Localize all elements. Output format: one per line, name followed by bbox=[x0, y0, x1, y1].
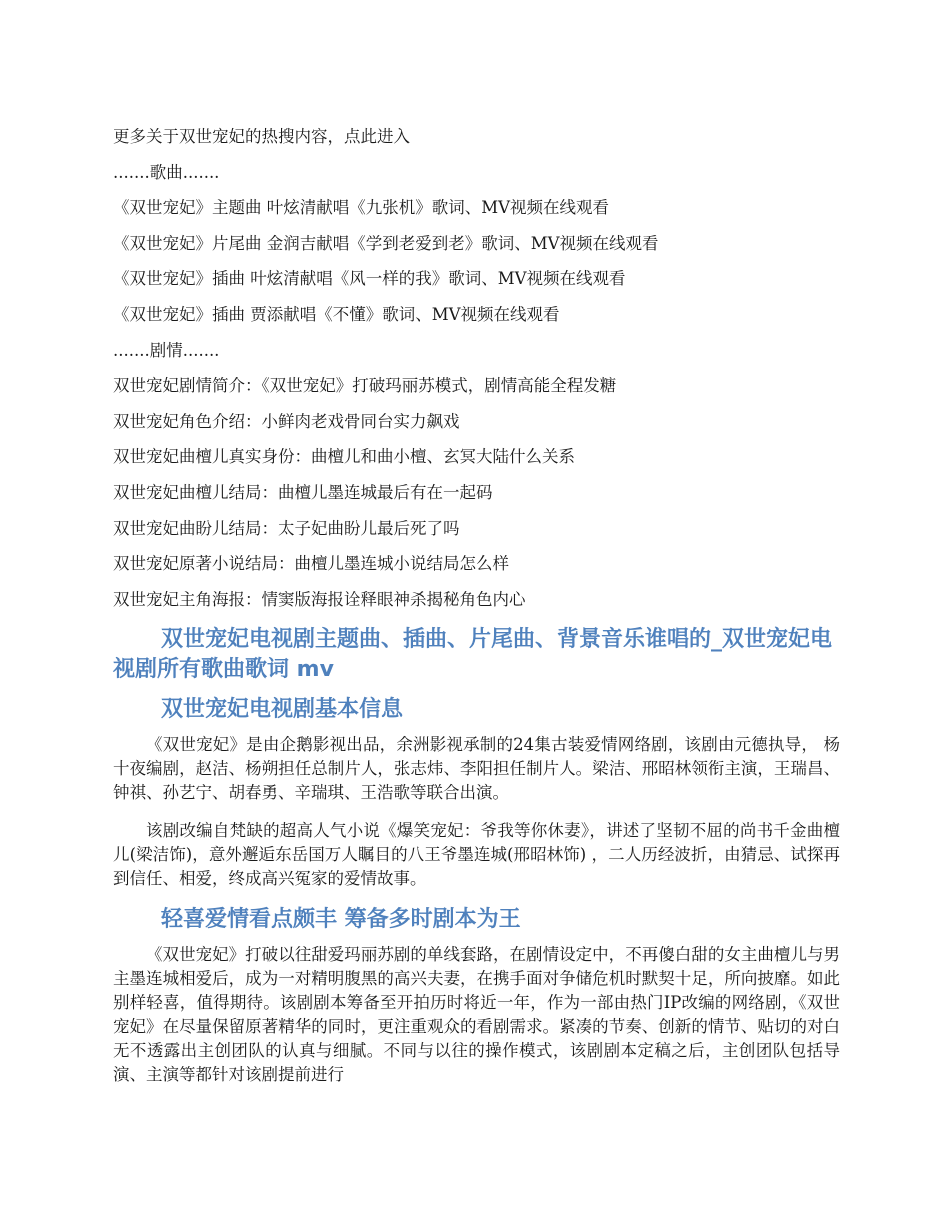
main-heading: 双世宠妃电视剧主题曲、插曲、片尾曲、背景音乐谁唱的_双世宠妃电视剧所有歌曲歌词 mv bbox=[113, 627, 833, 683]
paragraph: 该剧改编自梵缺的超高人气小说《爆笑宠妃：爷我等你休妻》，讲述了坚韧不屈的尚书千金曲檀儿(梁洁饰)，意外邂逅东岳国万人瞩目的八王爷墨连城(邢昭林饰) ，二人历经波折，由猜忌、试探再到信任、相爱，终成高兴冤家的爱情故事。 bbox=[113, 821, 840, 889]
document-page bbox=[113, 127, 840, 1101]
paragraph: 《双世宠妃》是由企鹅影视出品，余洲影视承制的24集古装爱情网络剧，该剧由元德执导， 杨十夜编剧，赵洁、杨朔担任总制片人，张志炜、李阳担任制片人。梁洁、邢昭林领衔主演，王瑞昌、钟祺、孙艺宁、胡春勇、辛瑞琪、王浩歌等联合出演。 bbox=[113, 735, 840, 803]
paragraph: 《双世宠妃》打破以往甜爱玛丽苏剧的单线套路，在剧情设定中，不再傻白甜的女主曲檀儿与男主墨连城相爱后，成为一对精明腹黑的高兴夫妻，在携手面对争储危机时默契十足，所向披靡。如此别样轻喜，值得期待。该剧剧本筹备至开拍历时将近一年，作为一部由热门IP改编的网络剧，《双世宠妃》在尽量保留原著精华的同时，更注重观众的看剧需求。紧凑的节奏、创新的情节、贴切的对白无不透露出主创团队的认真与细腻。不同与以往的操作模式，该剧剧本定稿之后，主创团队包括导演、主演等都针对该剧提前进行 bbox=[113, 945, 840, 1085]
plot-link-summary[interactable]: 双世宠妃剧情简介：《双世宠妃》打破玛丽苏模式，剧情高能全程发糖 bbox=[113, 376, 617, 396]
plot-divider: .......剧情....... bbox=[113, 340, 220, 360]
plot-link-poster[interactable]: 双世宠妃主角海报：情窦版海报诠释眼神杀揭秘角色内心 bbox=[113, 589, 526, 609]
section-heading-highlights: 轻喜爱情看点颇丰 筹备多时剧本为王 bbox=[161, 907, 521, 933]
hot-search-link[interactable]: 更多关于双世宠妃的热搜内容，点此进入 bbox=[113, 127, 410, 146]
plot-link-ending-pan[interactable]: 双世宠妃曲盼儿结局：太子妃曲盼儿最后死了吗 bbox=[113, 518, 460, 538]
plot-link-identity[interactable]: 双世宠妃曲檀儿真实身份：曲檀儿和曲小檀、玄冥大陆什么关系 bbox=[113, 447, 575, 467]
plot-link-novel-ending[interactable]: 双世宠妃原著小说结局：曲檀儿墨连城小说结局怎么样 bbox=[113, 554, 509, 574]
songs-divider: .......歌曲....... bbox=[113, 162, 220, 182]
song-link-ending[interactable]: 《双世宠妃》片尾曲 金润吉献唱《学到老爱到老》歌词、MV视频在线观看 bbox=[113, 233, 659, 253]
plot-link-ending-tan[interactable]: 双世宠妃曲檀儿结局：曲檀儿墨连城最后有在一起码 bbox=[113, 482, 493, 502]
plot-link-characters[interactable]: 双世宠妃角色介绍：小鲜肉老戏骨同台实力飙戏 bbox=[113, 411, 460, 431]
song-link-insert-2[interactable]: 《双世宠妃》插曲 贾添献唱《不懂》歌词、MV视频在线观看 bbox=[113, 304, 560, 324]
song-link-insert-1[interactable]: 《双世宠妃》插曲 叶炫清献唱《风一样的我》歌词、MV视频在线观看 bbox=[113, 269, 626, 289]
song-link-theme[interactable]: 《双世宠妃》主题曲 叶炫清献唱《九张机》歌词、MV视频在线观看 bbox=[113, 198, 610, 218]
section-heading-basic-info: 双世宠妃电视剧基本信息 bbox=[161, 697, 404, 723]
